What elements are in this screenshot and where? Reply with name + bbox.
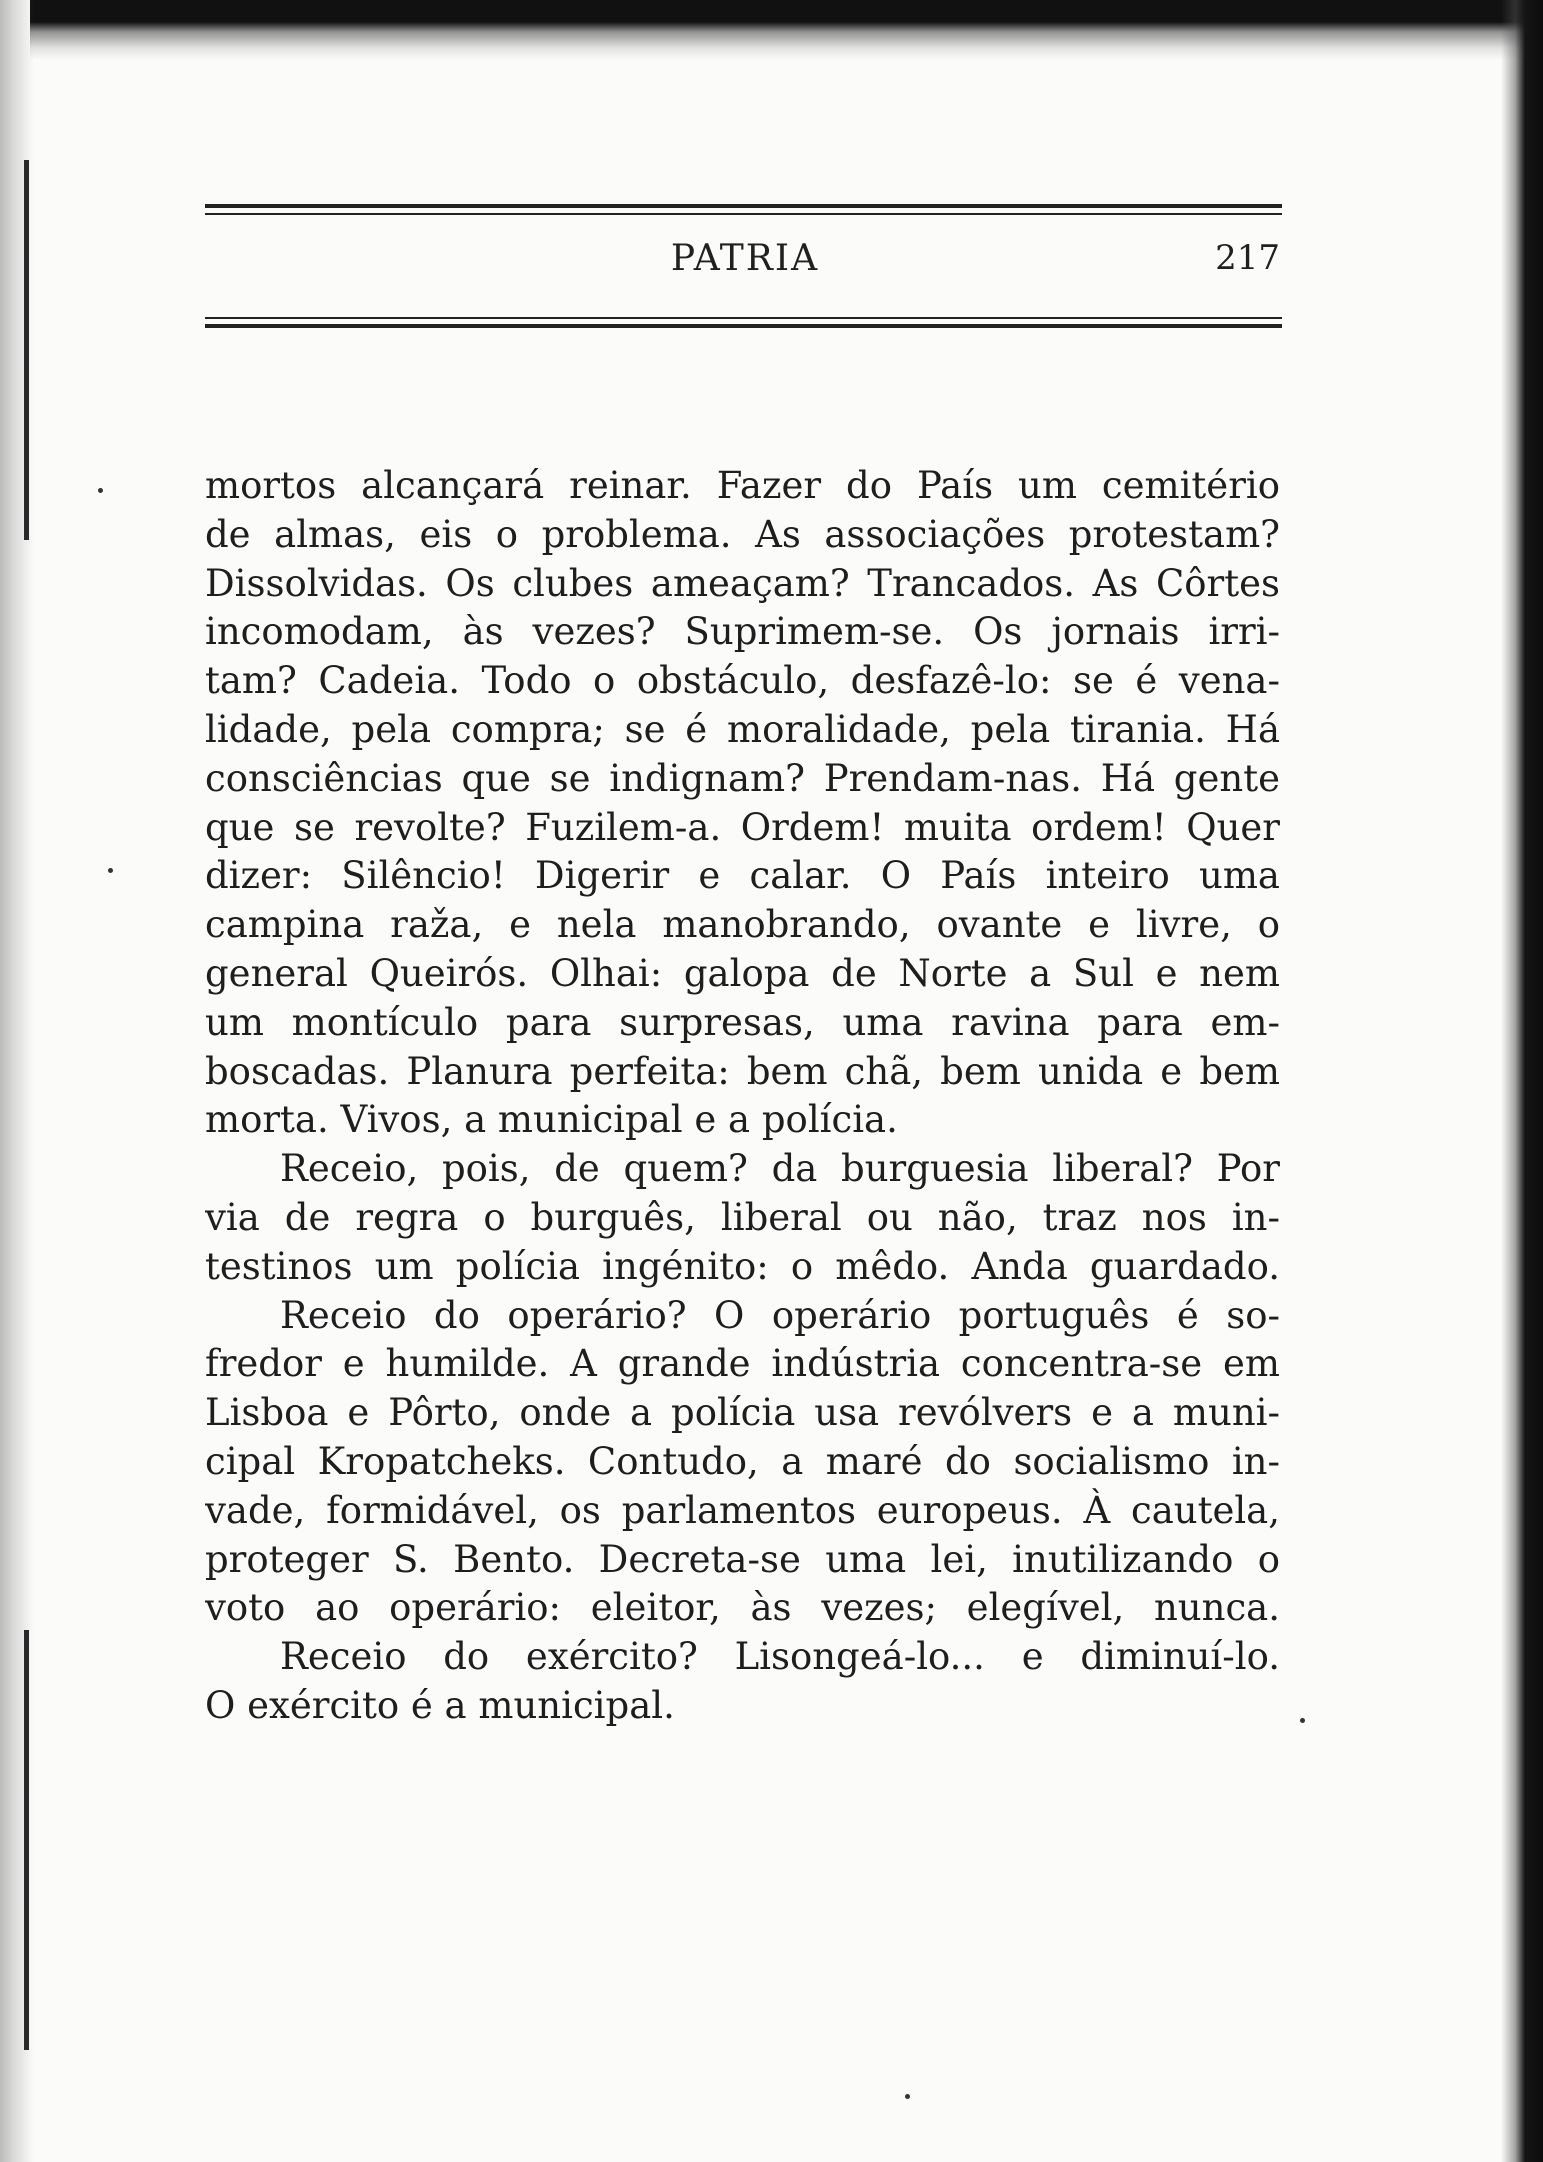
text-line: de almas, eis o problema. As associações protestam? (205, 512, 1280, 556)
scan-binding-mark (24, 160, 29, 540)
text-line: tam? Cadeia. Todo o obstáculo, desfazê-lo: se é vena- (205, 659, 1280, 703)
text-line: Dissolvidas. Os clubes ameaçam? Trancados. As Côrtes (205, 561, 1280, 605)
text-line: campina raža, e nela manobrando, ovante e livre, o (205, 903, 1280, 947)
ink-speck (905, 2094, 910, 2099)
header-rule (205, 204, 1282, 208)
text-line: O exército é a municipal. (205, 1683, 675, 1727)
text-line: um montículo para surpresas, uma ravina para em- (205, 1000, 1280, 1044)
text-line: voto ao operário: eleitor, às vezes; elegível, nunca. (205, 1586, 1280, 1630)
text-line: Receio do operário? O operário português é so- (280, 1293, 1280, 1337)
text-line: incomodam, às vezes? Suprimem-se. Os jornais irri- (205, 610, 1280, 654)
text-line: Receio, pois, de quem? da burguesia liberal? Por (280, 1147, 1280, 1191)
text-line: que se revolte? Fuzilem-a. Ordem! muita ordem! Quer (205, 805, 1280, 849)
scan-shadow-right (1501, 0, 1543, 2162)
header-rule (205, 317, 1282, 319)
text-line: general Queirós. Olhai: galopa de Norte a Sul e nem (205, 951, 1280, 995)
ink-speck (108, 868, 113, 873)
text-line: morta. Vivos, a municipal e a polícia. (205, 1098, 898, 1142)
text-line: testinos um polícia ingénito: o mêdo. Anda guardado. (205, 1244, 1280, 1288)
text-line: mortos alcançará reinar. Fazer do País um cemitério (205, 464, 1280, 507)
page-number: 217 (1215, 238, 1280, 278)
header-rule (205, 213, 1282, 215)
text-line: fredor e humilde. A grande indústria concentra-se em (205, 1342, 1280, 1386)
text-line: consciências que se indignam? Prendam-nas. Há gente (205, 756, 1280, 800)
text-line: cipal Kropatcheks. Contudo, a maré do socialismo in- (205, 1439, 1280, 1483)
text-line: vade, formidável, os parlamentos europeus. À cautela, (205, 1488, 1280, 1532)
ink-speck (98, 488, 103, 493)
text-line: boscadas. Planura perfeita: bem chã, bem unida e bem (205, 1049, 1280, 1093)
text-line: dizer: Silêncio! Digerir e calar. O País inteiro uma (205, 854, 1280, 898)
running-title: PATRIA (670, 238, 820, 279)
scan-binding-mark (24, 1630, 29, 2050)
text-line: lidade, pela compra; se é moralidade, pela tirania. Há (205, 707, 1280, 751)
scan-shadow-top (30, 0, 1530, 60)
text-line: via de regra o burguês, liberal ou não, traz nos in- (205, 1195, 1280, 1239)
header-rule (205, 324, 1282, 328)
body-text (205, 462, 1280, 1731)
ink-speck (1300, 1718, 1305, 1723)
text-line: Lisboa e Pôrto, onde a polícia usa revólvers e a muni- (205, 1391, 1280, 1435)
text-line: Receio do exército? Lisongeá-lo... e diminuí-lo. (280, 1635, 1280, 1679)
text-line: proteger S. Bento. Decreta-se uma lei, inutilizando o (205, 1537, 1280, 1581)
